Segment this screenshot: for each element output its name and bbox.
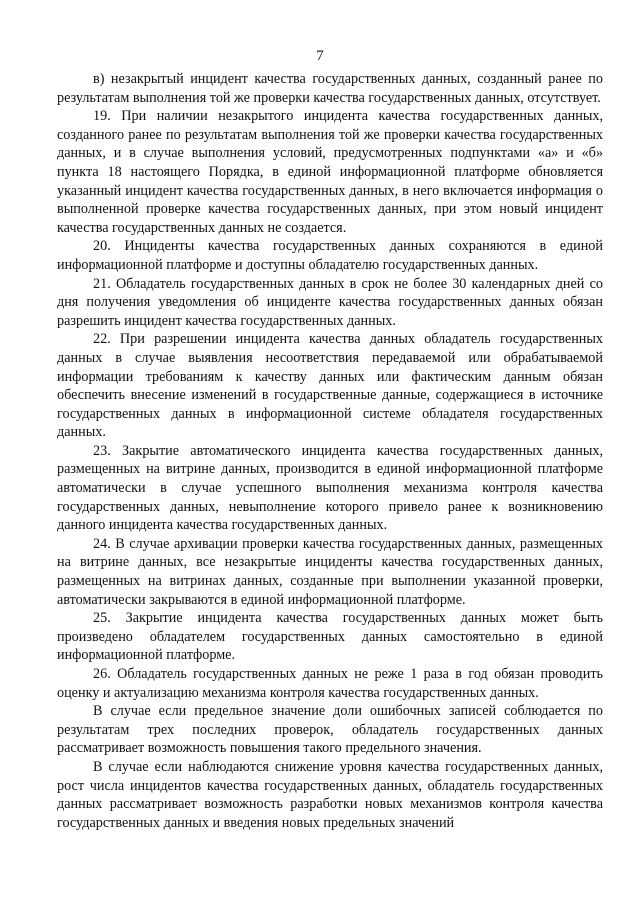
- paragraph-26: 26. Обладатель государственных данных не реже 1 раза в год обязан проводить оценку и актуализацию механизма контроля качества государственных данных.: [57, 666, 603, 701]
- paragraph-19: 19. При наличии незакрытого инцидента качества государственных данных, созданного ранее по результатам выполнения той же проверки качества государственных данных, и в случае выполнения условий, предусмотренных подпунктами «а» и «б» пункта 18 настоящего Порядка, в единой информационной платформе обновляется указанный инцидент качества государственных данных, в него включается информация о выполненной проверке качества государственных данных, при этом новый инцидент качества государственных данных не создается.: [57, 108, 603, 236]
- paragraph-item-v: в) незакрытый инцидент качества государственных данных, созданный ранее по результатам выполнения той же проверки качества государственных данных, отсутствует.: [57, 71, 603, 106]
- paragraph-22: 22. При разрешении инцидента качества данных обладатель государственных данных в случае выявления несоответствия передаваемой или обрабатываемой информации требованиям к качеству данных или фактическим данным обязан обеспечить внесение изменений в государственные данные, содержащиеся в источнике государственных данных в информационной системе обладателя государственных данных.: [57, 331, 603, 441]
- paragraph-24: 24. В случае архивации проверки качества государственных данных, размещенных на витрине данных, все незакрытые инциденты качества государственных данных, размещенных на витринах данных, созданные при выполнении указанной проверки, автоматически закрываются в единой информационной платформе.: [57, 535, 603, 608]
- paragraph-26-threshold: В случае если предельное значение доли ошибочных записей соблюдается по результатам трех последних проверок, обладатель государственных данных рассматривает возможность повышения такого предельного значения.: [57, 703, 603, 757]
- document-body: [57, 70, 603, 832]
- page-number: 7: [316, 48, 324, 64]
- paragraph-20: 20. Инциденты качества государственных данных сохраняются в единой информационной платформе и доступны обладателю государственных данных.: [57, 238, 603, 273]
- paragraph-26-new-mechanisms: В случае если наблюдаются снижение уровня качества государственных данных, рост числа инцидентов качества государственных данных, обладатель государственных данных рассматривает возможность разработки новых механизмов контроля качества государственных данных и введения новых предельных значений: [57, 758, 603, 831]
- paragraph-23: 23. Закрытие автоматического инцидента качества государственных данных, размещенных на витрине данных, производится в единой информационной платформе автоматически в случае успешного выполнения механизма контроля качества государственных данных, невыполнение которого привело ранее к возникновению данного инцидента качества государственных данных.: [57, 442, 603, 534]
- paragraph-21: 21. Обладатель государственных данных в срок не более 30 календарных дней со дня получения уведомления об инциденте качества государственных данных обязан разрешить инцидент качества государственных данных.: [57, 275, 603, 329]
- paragraph-25: 25. Закрытие инцидента качества государственных данных может быть произведено обладателем государственных данных самостоятельно в единой информационной платформе.: [57, 610, 603, 664]
